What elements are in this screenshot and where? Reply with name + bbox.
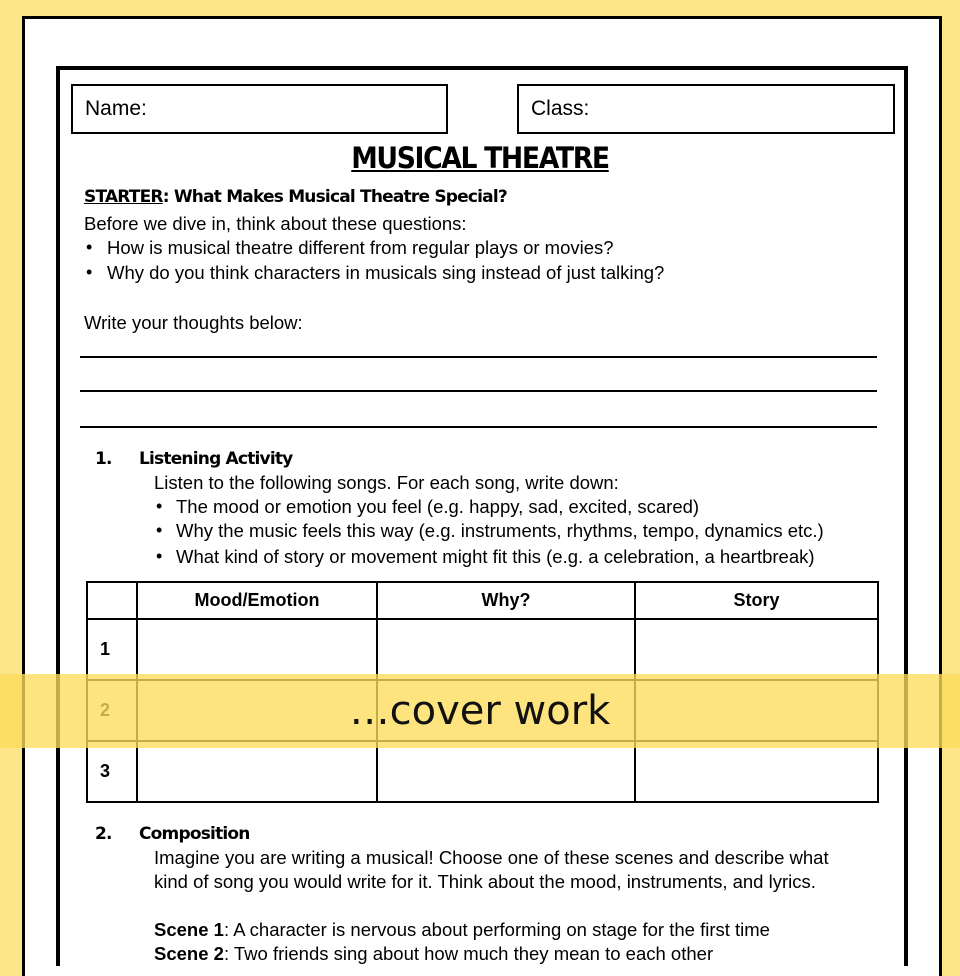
composition-line-2: kind of song you would write for it. Think about the mood, instruments, and lyrics.: [154, 871, 816, 892]
cover-work-banner: …cover work: [0, 674, 960, 748]
table-header-mood: Mood/Emotion: [137, 582, 377, 619]
scene-1: [154, 919, 770, 941]
composition-line-1: Imagine you are writing a musical! Choose one of these scenes and describe what: [154, 847, 829, 868]
scene-1-text: : A character is nervous about performing on stage for the first time: [223, 919, 770, 940]
scene-2: [154, 943, 713, 965]
listening-intro: Listen to the following songs. For each song, write down:: [154, 472, 619, 493]
class-field[interactable]: [517, 84, 895, 134]
table-row: [87, 619, 878, 680]
table-header-row: [87, 582, 878, 619]
story-cell[interactable]: [635, 619, 878, 680]
class-label: Class:: [531, 97, 590, 120]
bullet-icon: •: [156, 546, 163, 566]
table-header-why: Why?: [377, 582, 635, 619]
starter-label: STARTER: [84, 187, 163, 207]
composition-number: 2.: [95, 824, 112, 844]
scene-2-text: : Two friends sing about how much they mean to each other: [223, 943, 714, 964]
starter-heading: [84, 187, 507, 207]
table-header-number: [87, 582, 137, 619]
name-label: Name:: [85, 97, 147, 120]
scene-1-label: Scene 1: [154, 919, 224, 940]
table-header-story: Story: [635, 582, 878, 619]
starter-intro: Before we dive in, think about these questions:: [84, 213, 467, 234]
story-cell[interactable]: [635, 741, 878, 802]
row-number: 1: [87, 619, 137, 680]
scene-2-label: Scene 2: [154, 943, 224, 964]
bullet-icon: •: [86, 237, 93, 257]
listening-heading: Listening Activity: [139, 449, 293, 469]
answer-line-3[interactable]: [80, 426, 877, 428]
composition-heading: Composition: [139, 824, 250, 844]
listening-item-1: The mood or emotion you feel (e.g. happy, sad, excited, scared): [176, 496, 700, 517]
answer-line-1[interactable]: [80, 356, 877, 358]
mood-cell[interactable]: [137, 741, 377, 802]
row-number: 3: [87, 741, 137, 802]
bullet-icon: •: [86, 262, 93, 282]
bullet-icon: •: [156, 520, 163, 540]
why-cell[interactable]: [377, 619, 635, 680]
name-field[interactable]: [71, 84, 448, 134]
listening-number: 1.: [95, 449, 112, 469]
page-title: MUSICAL THEATRE: [351, 141, 609, 175]
listening-item-3: What kind of story or movement might fit this (e.g. a celebration, a heartbreak): [176, 546, 815, 567]
mood-cell[interactable]: [137, 619, 377, 680]
why-cell[interactable]: [377, 741, 635, 802]
answer-line-2[interactable]: [80, 390, 877, 392]
listening-item-2: Why the music feels this way (e.g. instruments, rhythms, tempo, dynamics etc.): [176, 520, 824, 541]
starter-question-2: Why do you think characters in musicals sing instead of just talking?: [107, 262, 665, 283]
starter-prompt: Write your thoughts below:: [84, 312, 303, 333]
starter-title: : What Makes Musical Theatre Special?: [162, 187, 507, 207]
bullet-icon: •: [156, 496, 163, 516]
starter-question-1: How is musical theatre different from regular plays or movies?: [107, 237, 614, 258]
table-row: [87, 741, 878, 802]
